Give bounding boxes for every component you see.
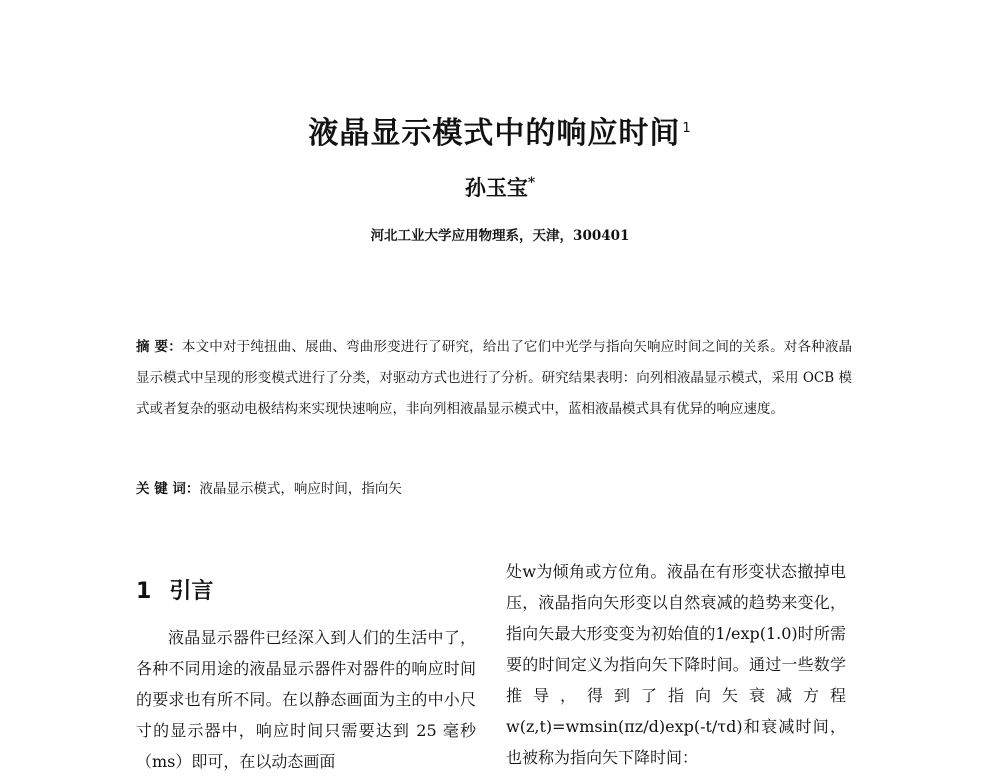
section-number: 1: [136, 579, 152, 604]
author-mark: *: [527, 175, 536, 191]
abstract-text: 本文中对于纯扭曲、展曲、弯曲形变进行了研究，给出了它们中光学与指向矢响应时间之间的关系。对各种液晶显示模式中呈现的形变模式进行了分类，对驱动方式也进行了分析。研究结果表明：向列相液晶显示模式，采用 OCB 模式或者复杂的驱动电极结构来实现快速响应，非向列相液晶显示模式中，蓝相液晶模式具有优异的响应速度。: [136, 339, 853, 417]
title-footnote-mark: 1: [682, 121, 692, 136]
right-column-paragraph: 处w为倾角或方位角。液晶在有形变状态撤掉电压，液晶指向矢形变以自然衰减的趋势来变化，指向矢最大形变变为初始值的1/exp(1.0)时所需要的时间定义为指向矢下降时间。通过一些数学推导，得到了指向矢衰减方程w(z,t)=wmsin(πz/d)exp(-t/τd)和衰减时间，也被称为指向矢下降时间：: [506, 562, 846, 767]
intro-paragraph: 液晶显示器件已经深入到人们的生活中了，各种不同用途的液晶显示器件对器件的响应时间的要求也有所不同。在以静态画面为主的中小尺寸的显示器中，响应时间只需要达到 25 毫秒（ms）即可，在以动态画面: [136, 628, 476, 771]
paper-title-text: 液晶显示模式中的响应时间: [308, 116, 681, 151]
affiliation: 河北工业大学应用物理系，天津，300401: [370, 228, 630, 244]
left-column: [136, 556, 476, 777]
paper-title: [0, 108, 1000, 152]
keywords-text: 液晶显示模式，响应时间，指向矢: [199, 481, 402, 497]
abstract-label: 摘 要：: [136, 339, 182, 355]
section-title: 引言: [169, 579, 214, 604]
keywords: [136, 474, 852, 505]
section-heading-introduction: [136, 576, 476, 608]
abstract: [136, 332, 852, 425]
keywords-label: 关 键 词：: [136, 481, 200, 497]
author-name-text: 孙玉宝: [464, 175, 528, 200]
right-column: [506, 556, 846, 773]
author-name: [0, 172, 1000, 202]
